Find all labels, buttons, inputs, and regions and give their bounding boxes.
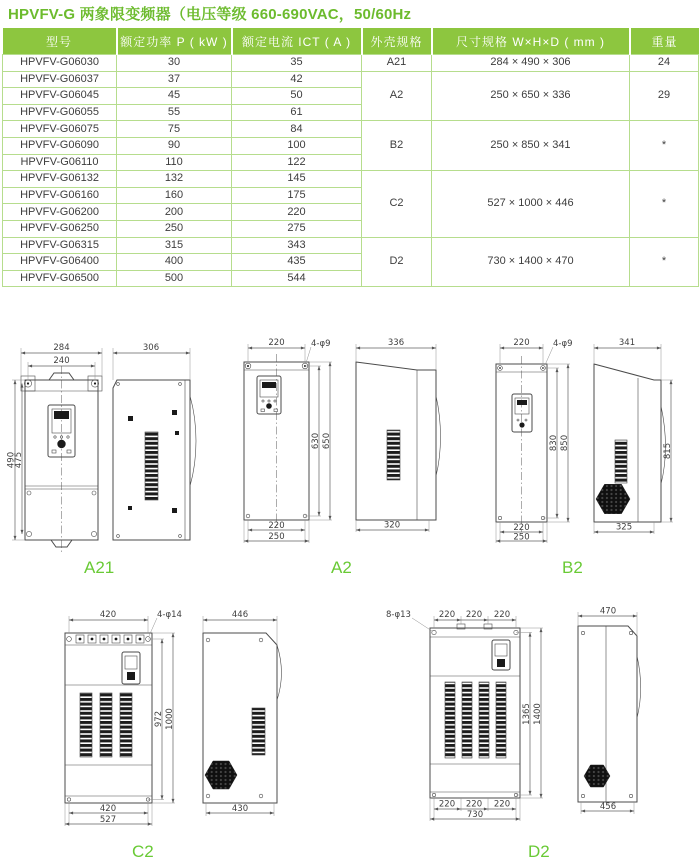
- dim-label: 1400: [533, 703, 543, 725]
- current-cell: 84: [232, 121, 362, 138]
- power-cell: 45: [117, 88, 232, 105]
- weight-cell: *: [630, 237, 699, 287]
- power-cell: 132: [117, 171, 232, 188]
- dim-label: 220: [513, 338, 530, 348]
- dim-label: 850: [560, 434, 570, 452]
- column-header: 外壳规格: [362, 28, 432, 55]
- model-cell: HPVFV-G06090: [3, 137, 117, 154]
- weight-cell: 29: [630, 71, 699, 121]
- dim-label: 456: [599, 802, 617, 812]
- b2-front-dimensions: [496, 338, 573, 543]
- dim-label: 1365: [522, 703, 532, 725]
- dim-label: 470: [599, 606, 617, 617]
- d2-side-view: [578, 626, 641, 802]
- frame-cell: D2: [362, 237, 432, 287]
- hole-note: 4-φ9: [553, 339, 573, 349]
- column-header: 重量: [630, 28, 699, 55]
- current-cell: 220: [232, 204, 362, 221]
- dim-label: 220: [438, 799, 456, 810]
- dimension-drawing-d2: [380, 606, 700, 842]
- d2-vent-grille: [479, 682, 489, 758]
- frame-label-a21: A21: [84, 558, 115, 577]
- c2-terminal-clips: [76, 635, 144, 643]
- dim-label: 650: [322, 432, 332, 450]
- frame-label-a2: A2: [331, 558, 352, 577]
- model-cell: HPVFV-G06160: [3, 187, 117, 204]
- frame-cell: A2: [362, 71, 432, 121]
- b2-front-view: [496, 356, 547, 532]
- dim-label: 250: [268, 532, 285, 542]
- column-header: 额定功率 P ( kW ): [117, 28, 232, 55]
- frame-label-d2: D2: [528, 842, 550, 861]
- model-cell: HPVFV-G06315: [3, 237, 117, 254]
- current-cell: 61: [232, 104, 362, 121]
- a2-front-dimensions: [244, 338, 332, 543]
- current-cell: 275: [232, 220, 362, 237]
- hole-note: 8-φ13: [386, 610, 411, 620]
- power-cell: 55: [117, 104, 232, 121]
- power-cell: 250: [117, 220, 232, 237]
- spec-header-row: [3, 28, 699, 55]
- dims-cell: 250 × 850 × 341: [432, 121, 630, 171]
- spec-table-head: [3, 28, 699, 55]
- dim-label: 420: [99, 610, 117, 620]
- dim-label: 972: [154, 710, 164, 728]
- c2-vent-grille: [80, 693, 92, 757]
- dims-cell: 527 × 1000 × 446: [432, 171, 630, 237]
- model-cell: HPVFV-G06250: [3, 220, 117, 237]
- model-cell: HPVFV-G06037: [3, 71, 117, 88]
- c2-vent-grille: [252, 708, 265, 755]
- c2-fan-grille: [205, 761, 237, 789]
- a2-vent-grille: [387, 430, 400, 480]
- power-cell: 90: [117, 137, 232, 154]
- power-cell: 30: [117, 55, 232, 72]
- weight-cell: 24: [630, 55, 699, 72]
- dim-label: 220: [438, 610, 456, 620]
- power-cell: 200: [117, 204, 232, 221]
- dim-label: 1000: [165, 708, 175, 730]
- d2-keypad: [492, 640, 510, 670]
- current-cell: 42: [232, 71, 362, 88]
- c2-vent-grille: [100, 693, 112, 757]
- current-cell: 50: [232, 88, 362, 105]
- current-cell: 35: [232, 55, 362, 72]
- dim-label: 284: [53, 343, 70, 353]
- dim-label: 730: [466, 810, 484, 820]
- power-cell: 160: [117, 187, 232, 204]
- current-cell: 435: [232, 254, 362, 271]
- c2-side-view: [203, 633, 282, 803]
- model-cell: HPVFV-G06030: [3, 55, 117, 72]
- dims-cell: 730 × 1400 × 470: [432, 237, 630, 287]
- dim-label: 306: [142, 343, 160, 353]
- power-cell: 37: [117, 71, 232, 88]
- current-cell: 175: [232, 187, 362, 204]
- dimension-drawing-a2: [232, 336, 458, 554]
- current-cell: 343: [232, 237, 362, 254]
- model-cell: HPVFV-G06110: [3, 154, 117, 171]
- power-cell: 75: [117, 121, 232, 138]
- weight-cell: *: [630, 121, 699, 171]
- dim-label: 220: [465, 610, 483, 620]
- power-cell: 500: [117, 270, 232, 287]
- dim-label: 220: [268, 338, 285, 348]
- page-title: HPVFV-G 两象限变频器（电压等级 660-690VAC，50/60Hz: [8, 6, 412, 23]
- dim-label: 320: [383, 520, 401, 531]
- d2-front-view: [430, 624, 520, 798]
- c2-vent-grille: [120, 693, 132, 757]
- b2-side-view: [594, 364, 666, 522]
- dim-label: 336: [387, 338, 405, 348]
- dim-label: 240: [53, 356, 70, 366]
- a21-vent-grille: [145, 432, 158, 500]
- hole-note: 4-φ9: [311, 339, 331, 349]
- a21-side-view: [113, 380, 196, 540]
- a2-front-view: [244, 354, 309, 528]
- d2-vent-grille: [462, 682, 472, 758]
- dim-label: 341: [618, 338, 636, 348]
- dim-label: 220: [493, 610, 511, 620]
- frame-label-c2: C2: [132, 842, 154, 861]
- dims-cell: 284 × 490 × 306: [432, 55, 630, 72]
- a2-keypad: [257, 376, 281, 414]
- frame-cell: C2: [362, 171, 432, 237]
- model-cell: HPVFV-G06055: [3, 104, 117, 121]
- d2-vent-grille: [496, 682, 506, 758]
- c2-keypad: [122, 652, 140, 684]
- dim-label: 630: [311, 432, 321, 450]
- column-header: 型号: [3, 28, 117, 55]
- dim-label: 475: [14, 451, 24, 469]
- dim-label: 220: [513, 523, 530, 533]
- frame-label-b2: B2: [562, 558, 583, 577]
- spec-table: [2, 28, 699, 287]
- dim-label: 325: [615, 522, 633, 533]
- dimension-drawing-c2: [30, 606, 360, 834]
- current-cell: 122: [232, 154, 362, 171]
- a21-front-view: [21, 366, 102, 552]
- d2-vent-grille: [445, 682, 455, 758]
- b2-vent-grille: [615, 440, 627, 483]
- c2-front-view: [65, 633, 152, 803]
- dim-label: 250: [513, 532, 530, 543]
- table-row: [3, 171, 699, 188]
- b2-fan-grille: [596, 484, 630, 513]
- table-row: [3, 55, 699, 72]
- hole-note: 4-φ14: [157, 610, 182, 620]
- dim-label: 220: [268, 521, 285, 531]
- model-cell: HPVFV-G06500: [3, 270, 117, 287]
- dim-label: 430: [231, 804, 249, 814]
- power-cell: 110: [117, 154, 232, 171]
- table-row: [3, 71, 699, 88]
- column-header: 额定电流 ICT ( A ): [232, 28, 362, 55]
- dimension-drawing-a21: [6, 336, 225, 554]
- frame-cell: B2: [362, 121, 432, 171]
- model-cell: HPVFV-G06200: [3, 204, 117, 221]
- power-cell: 400: [117, 254, 232, 271]
- spec-table-body: [3, 55, 699, 287]
- weight-cell: *: [630, 171, 699, 237]
- current-cell: 145: [232, 171, 362, 188]
- dim-label: 527: [99, 815, 117, 825]
- dimension-drawing-b2: [462, 336, 700, 554]
- d2-side-dimensions: [578, 607, 637, 815]
- dim-label: 830: [549, 434, 559, 452]
- dim-label: 420: [99, 804, 117, 814]
- column-header: 尺寸规格 W×H×D ( mm ): [432, 28, 630, 55]
- dim-label: 490: [6, 451, 17, 469]
- model-cell: HPVFV-G06045: [3, 88, 117, 105]
- dims-cell: 250 × 650 × 336: [432, 71, 630, 121]
- a2-side-view: [356, 362, 441, 520]
- dim-label: 220: [493, 799, 511, 810]
- table-row: [3, 237, 699, 254]
- current-cell: 100: [232, 137, 362, 154]
- model-cell: HPVFV-G06400: [3, 254, 117, 271]
- dim-label: 446: [231, 610, 249, 620]
- a21-side-dimensions: [113, 343, 190, 380]
- frame-cell: A21: [362, 55, 432, 72]
- model-cell: HPVFV-G06132: [3, 171, 117, 188]
- power-cell: 315: [117, 237, 232, 254]
- current-cell: 544: [232, 270, 362, 287]
- dim-label: 815: [663, 442, 673, 460]
- b2-keypad: [512, 394, 532, 432]
- dim-label: 220: [465, 799, 483, 810]
- model-cell: HPVFV-G06075: [3, 121, 117, 138]
- table-row: [3, 121, 699, 138]
